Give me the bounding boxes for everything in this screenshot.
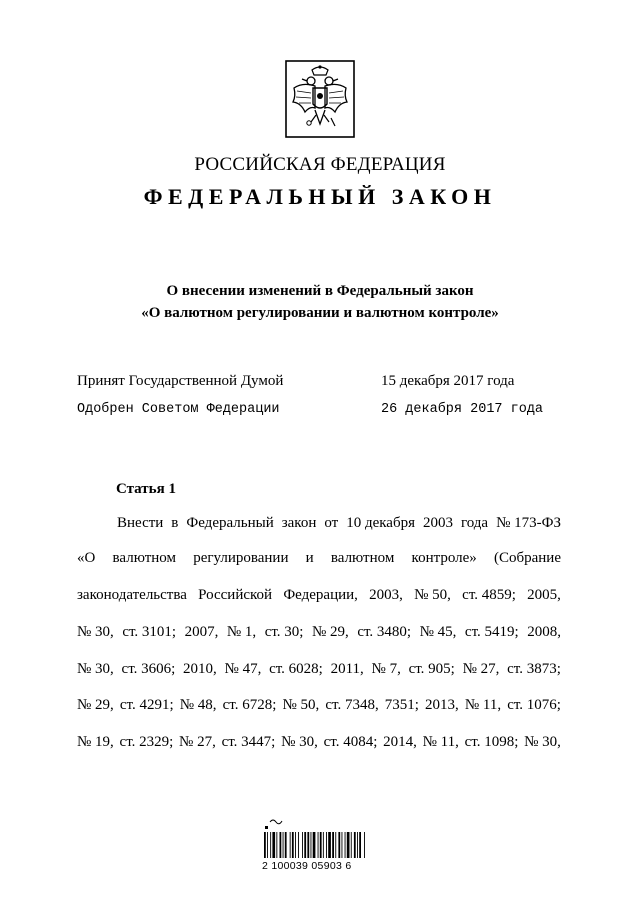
article-word: 2014, [383,734,417,750]
article-word: 2003 [422,515,453,531]
article-word: (Собрание [493,550,561,566]
russian-coat-of-arms-icon [285,60,355,138]
article-word: ст. 1076; [507,697,561,713]
article-word: ст. 4084; [323,734,378,750]
article-word: ст. 30; [264,624,304,640]
article-text-line [77,550,561,567]
article-text-line [77,697,561,714]
article-text-line [77,624,561,641]
article-word: ст. 5419; [464,624,519,640]
article-word: № 29, [311,624,349,640]
article-word: в [171,515,179,531]
article-word: регулировании [193,550,289,566]
adopted-duma-label: Принят Государственной Думой [77,373,284,389]
article-text-line [77,587,561,604]
article-word: ст. 3873; [507,661,561,677]
article-word: 2013, [425,697,459,713]
article-word: Федеральный [186,515,274,531]
document-type: ФЕДЕРАЛЬНЫЙ ЗАКОН [143,184,497,209]
article-word: 2003, [369,587,403,603]
article-word: № 27, [462,661,500,677]
article-word: валютном [330,550,395,566]
article-word: № 173-ФЗ [496,515,561,531]
article-word: № 11, [422,734,459,750]
article-word: ст. 7348, [325,697,379,713]
article-word: валютном [112,550,176,566]
law-title-line-1: О внесении изменений в Федеральный закон [166,283,474,299]
article-word: № 30, [524,734,561,750]
article-word: № 30, [77,661,114,677]
article-word: закон [281,515,317,531]
article-word: ст. 3101; [122,624,177,640]
article-word: 2007, [184,624,219,640]
article-word: № 50, [282,697,320,713]
article-word: года [460,515,489,531]
article-word: ст. 3480; [357,624,412,640]
article-word: № 7, [371,661,401,677]
article-word: ст. 905; [408,661,455,677]
article-word: № 48, [179,697,217,713]
article-word: 2008, [527,624,561,640]
article-word: ст. 1098; [464,734,519,750]
article-word: № 19, [77,734,114,750]
article-word: ст. 4859; [462,587,516,603]
article-word: законодательства [77,587,187,603]
article-word: ст. 6728; [222,697,277,713]
article-word: ст. 3447; [221,734,276,750]
article-heading: Статья 1 [116,481,176,497]
barcode-number: 2 100039 05903 6 [262,860,352,872]
country-name: РОССИЙСКАЯ ФЕДЕРАЦИЯ [194,154,446,175]
article-word: № 27, [179,734,216,750]
article-word: № 1, [226,624,257,640]
article-word: контроле» [411,550,477,566]
article-word: № 11, [464,697,502,713]
article-word: Российской [198,587,273,603]
article-text-line [77,661,561,678]
article-word: № 30, [281,734,318,750]
article-word: Федерации, [283,587,358,603]
law-title-line-2: «О валютном регулировании и валютном контроле» [141,305,499,321]
article-word: ст. 2329; [119,734,174,750]
approved-council-date: 26 декабря 2017 года [381,402,544,417]
article-word: № 50, [414,587,451,603]
article-word: ст. 4291; [119,697,174,713]
article-word: № 47, [224,661,262,677]
article-word: № 30, [77,624,114,640]
article-word: от [324,515,339,531]
article-word: Внести [117,515,164,531]
adopted-duma-date: 15 декабря 2017 года [381,373,515,389]
article-word: № 45, [419,624,457,640]
approved-council-label: Одобрен Советом Федерации [77,402,280,417]
article-word: 2010, [183,661,217,677]
article-word: и [305,550,314,566]
article-text-line [77,734,561,751]
article-word: 2005, [527,587,561,603]
article-text-line [77,515,561,532]
article-word: 10 декабря [346,515,415,531]
article-word: 7351; [384,697,419,713]
article-word: ст. 6028; [269,661,323,677]
article-word: 2011, [330,661,364,677]
article-word: № 29, [77,697,114,713]
article-word: «О [77,550,96,566]
article-word: ст. 3606; [121,661,176,677]
